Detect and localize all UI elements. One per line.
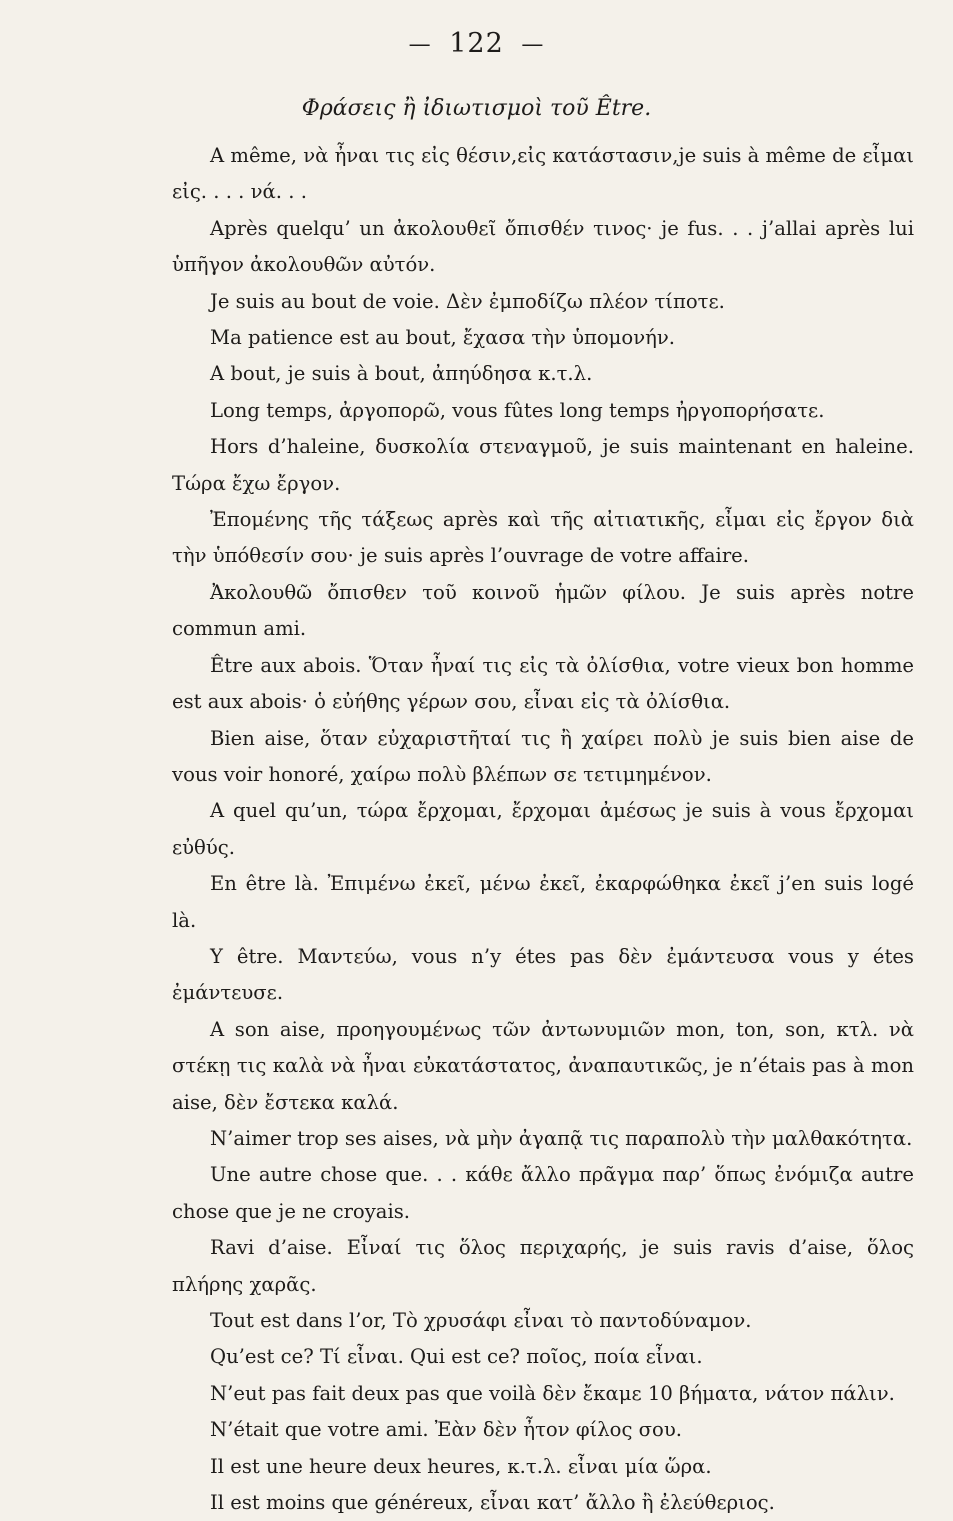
phrase-entry: Y être. Μαντεύω, vous n’y étes pas δὲν ἐμάντευσα vous y étes ἐμάντευσε. <box>172 944 914 1005</box>
phrase-entry: Bien aise, ὅταν εὐχαριστῆταί τις ἢ χαίρει πολὺ je suis bien aise de vous voir honoré, χαίρω πολὺ βλέπων σε τετιμημένον. <box>172 726 914 786</box>
phrase-entry: A même, νὰ ἦναι τις εἰς θέσιν,εἰς κατάστασιν,je suis à même de εἶμαι εἰς. . . . νά. . . <box>172 144 914 204</box>
phrase-entry: Après quelqu’ un ἀκολουθεῖ ὄπισθέν τινος· je fus. . . j’allai après lui ὑπῆγον ἀκολουθῶν αὐτόν. <box>172 216 914 277</box>
phrase-entry: A son aise, προηγουμένως τῶν ἀντωνυμιῶν mon, ton, son, κτλ. νὰ στέκῃ τις καλὰ νὰ ἦναι εὐκατάστατος, ἀναπαυτικῶς, je n’étais pas à mon aise, δὲν ἔστεκα καλά. <box>172 1017 914 1114</box>
page-number-value: 122 <box>449 28 504 59</box>
phrase-entry: A quel qu’un, τώρα ἔρχομαι, ἔρχομαι ἀμέσως je suis à vous ἔρχομαι εὐθύς. <box>172 799 914 859</box>
phrase-entry: Ravi d’aise. Εἶναί τις ὅλος περιχαρής, je suis ravis d’aise, ὅλος πλήρης χαρᾶς. <box>172 1236 914 1296</box>
phrase-entry: N’aimer trop ses aises, νὰ μὴν ἀγαπᾷ τις παραπολὺ τὴν μαλθακότητα. <box>210 1126 913 1150</box>
phrase-entry: Il est moins que généreux, εἶναι κατ’ ἄλλο ἢ ἐλεύθεριος. <box>210 1491 775 1515</box>
phrase-entry: Ἀκολουθῶ ὄπισθεν τοῦ κοινοῦ ἡμῶν φίλου. Je suis après notre commun ami. <box>172 580 914 641</box>
phrase-entry: Tout est dans l’or, Τὸ χρυσάφι εἶναι τὸ παντοδύναμον. <box>210 1309 752 1332</box>
phrase-entry: A bout, je suis à bout, ἀπηύδησα κ.τ.λ. <box>210 362 593 386</box>
phrase-entry: Je suis au bout de voie. Δὲν ἐμποδίζω πλέον τίποτε. <box>210 289 725 313</box>
phrase-entry: N’eut pas fait deux pas que voilà δὲν ἔκαμε 10 βήματα, νάτον πάλιν. <box>210 1381 895 1405</box>
phrase-entry: Hors d’haleine, δυσκολία στεναγμοῦ, je suis maintenant en haleine. Τώρα ἔχω ἔργον. <box>172 435 914 495</box>
page-number-dash-right: — <box>521 32 545 57</box>
page-number-dash-left: — <box>408 32 432 57</box>
phrase-entry: Il est une heure deux heures, κ.τ.λ. εἶναι μία ὥρα. <box>210 1454 712 1478</box>
phrase-entry: Être aux abois. Ὅταν ἦναί τις εἰς τὰ ὀλίσθια, votre vieux bon homme est aux abois· ὁ εὐήθης γέρων σου, εἶναι εἰς τὰ ὀλίσθια. <box>172 653 914 714</box>
phrase-entry: Une autre chose que. . . κάθε ἄλλο πρᾶγμα παρ’ ὅπως ἐνόμιζα autre chose que je ne croyais. <box>172 1163 914 1223</box>
phrase-entry: Ma patience est au bout, ἔχασα τὴν ὑπομονήν. <box>210 326 675 350</box>
phrase-entry: Qu’est ce? Τί εἶναι. Qui est ce? ποῖος, ποία εἶναι. <box>210 1345 703 1369</box>
page-number <box>0 28 953 59</box>
phrase-entry: En être là. Ἐπιμένω ἐκεῖ, μένω ἐκεῖ, ἐκαρφώθηκα ἐκεῖ j’en suis logé là. <box>172 872 914 932</box>
phrase-list <box>172 138 914 1521</box>
phrase-entry: Long temps, ἀργοπορῶ, vous fûtes long temps ἠργοπορήσατε. <box>210 398 825 422</box>
phrase-entry: N’était que votre ami. Ἐὰν δὲν ἦτον φίλος σου. <box>210 1418 682 1442</box>
section-heading: Φράσεις ἢ ἰδιωτισμοὶ τοῦ Être. <box>301 96 652 121</box>
phrase-entry: Ἐπομένης τῆς τάξεως après καὶ τῆς αἰτιατικῆς, εἶμαι εἰς ἔργον διὰ τὴν ὑπόθεσίν σου· je suis après l’ouvrage de votre affaire. <box>172 508 914 568</box>
